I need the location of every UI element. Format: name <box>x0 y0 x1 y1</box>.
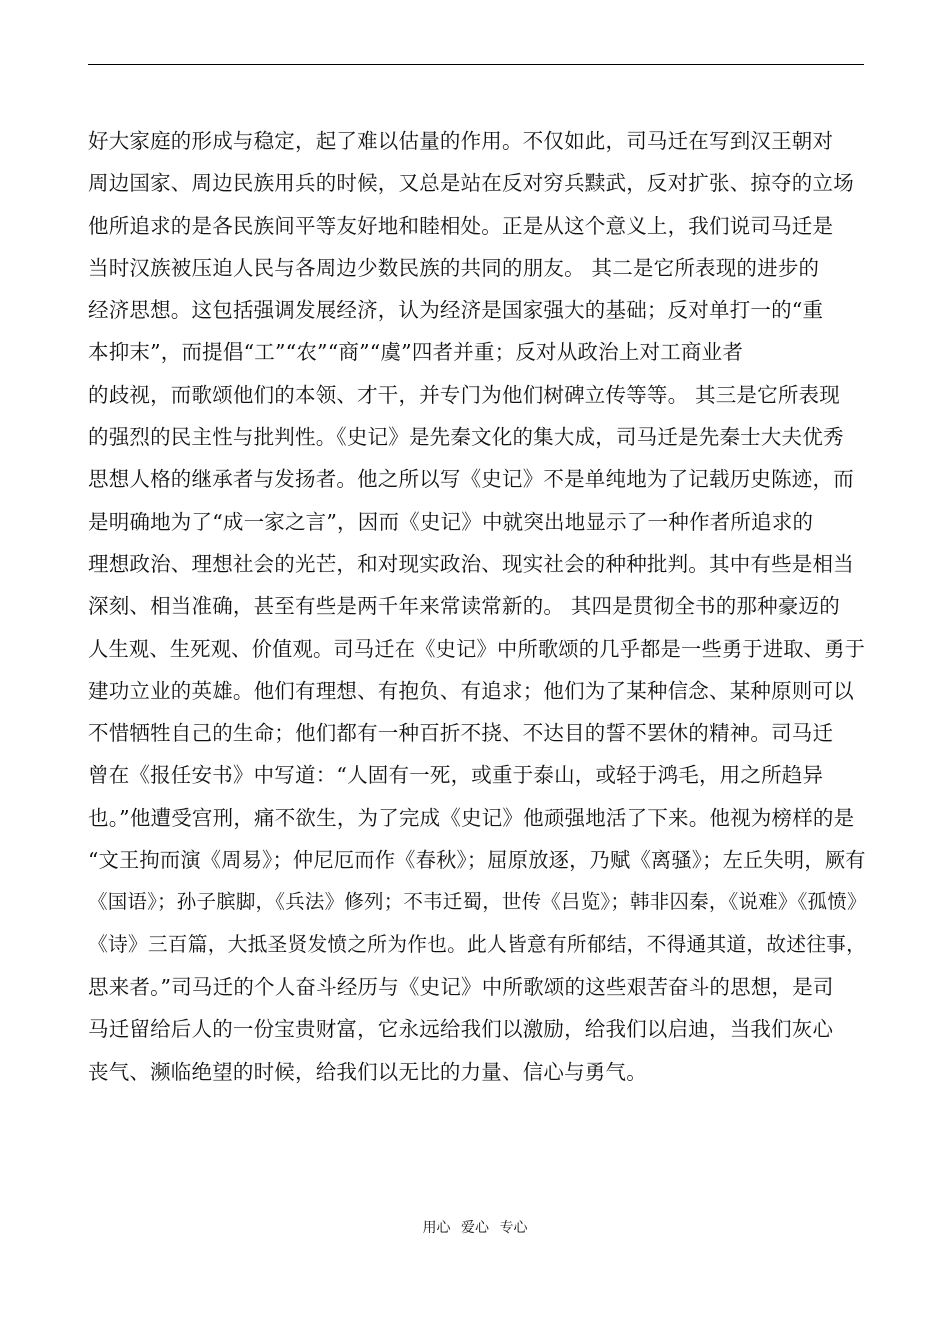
text-line: 的歧视，而歌颂他们的本领、才干，并专门为他们树碑立传等等。 其三是它所表现 <box>88 382 840 407</box>
page-footer: 用心 爱心 专心 <box>422 1220 528 1236</box>
text-line: 曾在《报任安书》中写道：“人固有一死，或重于泰山，或轻于鸿毛，用之所趋异 <box>88 763 824 788</box>
text-line: 丧气、濒临绝望的时候，给我们以无比的力量、信心与勇气。 <box>88 1059 647 1084</box>
text-line: 他所追求的是各民族间平等友好地和睦相处。正是从这个意义上，我们说司马迁是 <box>88 213 834 238</box>
text-line: 《诗》三百篇，大抵圣贤发愤之所为作也。此人皆意有所郁结，不得通其道，故述往事， <box>88 932 867 956</box>
text-line: 《国语》；孙子膑脚，《兵法》修列；不韦迁蜀，世传《吕览》；韩非囚秦，《说难》《孤愤》 <box>88 890 867 914</box>
text-line: 人生观、生死观、价值观。司马迁在《史记》中所歌颂的几乎都是一些勇于进取、勇于 <box>88 636 866 661</box>
text-line: 是明确地为了“成一家之言”，因而《史记》中就突出地显示了一种作者所追求的 <box>88 509 814 534</box>
text-line: 不惜牺牲自己的生命；他们都有一种百折不挠、不达目的誓不罢休的精神。司马迁 <box>88 721 834 746</box>
text-line: 马迁留给后人的一份宝贵财富，它永远给我们以激励，给我们以启迪，当我们灰心 <box>88 1017 834 1042</box>
text-line: 经济思想。这包括强调发展经济，认为经济是国家强大的基础；反对单打一的“重 <box>88 298 824 323</box>
text-line: 周边国家、周边民族用兵的时候，又总是站在反对穷兵黩武，反对扩张、掠夺的立场 <box>88 171 854 196</box>
body-text <box>88 120 868 1093</box>
text-line: “文王拘而演《周易》；仲尼厄而作《春秋》；屈原放逐，乃赋《离骚》；左丘失明，厥有 <box>88 848 866 873</box>
text-line: 也。”他遭受宫刑，痛不欲生，为了完成《史记》他顽强地活了下来。他视为榜样的是 <box>88 805 855 830</box>
text-line: 理想政治、理想社会的光芒，和对现实政治、现实社会的种种批判。其中有些是相当 <box>88 551 854 576</box>
text-line: 的强烈的民主性与批判性。《史记》是先秦文化的集大成，司马迁是先秦士大夫优秀 <box>88 425 844 450</box>
text-line: 当时汉族被压迫人民与各周边少数民族的共同的朋友。 其二是它所表现的进步的 <box>88 255 820 280</box>
text-line: 本抑末”，而提倡“工”“农”“商”“虞”四者并重；反对从政治上对工商业者 <box>88 340 744 365</box>
text-line: 好大家庭的形成与稳定，起了难以估量的作用。不仅如此，司马迁在写到汉王朝对 <box>88 129 834 153</box>
text-line: 建功立业的英雄。他们有理想、有抱负、有追求；他们为了某种信念、某种原则可以 <box>88 678 854 703</box>
text-line: 思来者。”司马迁的个人奋斗经历与《史记》中所歌颂的这些艰苦奋斗的思想，是司 <box>88 974 834 999</box>
text-line: 深刻、相当准确，甚至有些是两千年来常读常新的。 其四是贯彻全书的那种豪迈的 <box>88 594 840 619</box>
header-rule <box>88 64 864 65</box>
text-line: 思想人格的继承者与发扬者。他之所以写《史记》不是单纯地为了记载历史陈迹，而 <box>88 467 854 492</box>
